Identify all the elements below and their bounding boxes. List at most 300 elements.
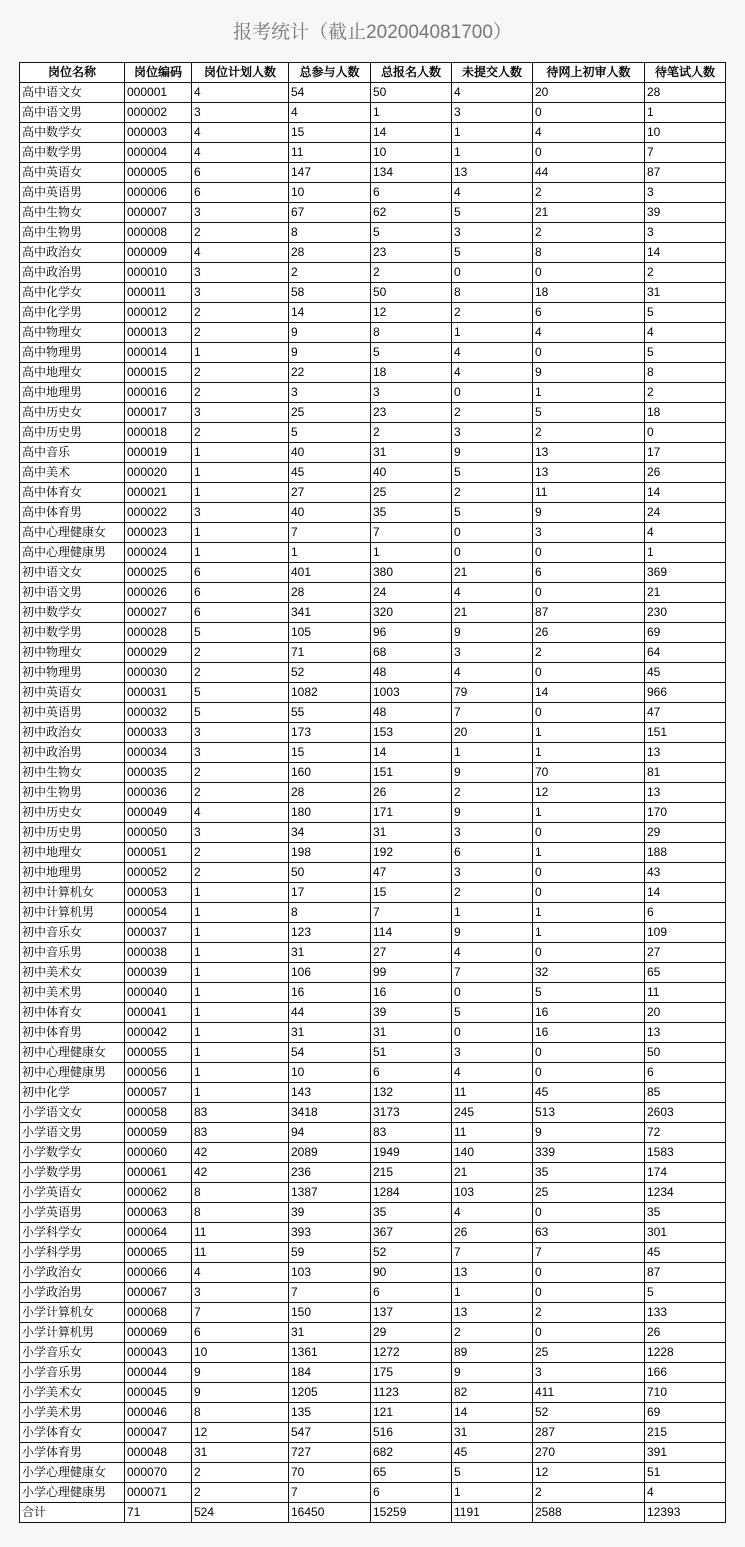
cell-not-submitted: 45 <box>452 1443 533 1463</box>
cell-pending-review: 0 <box>533 1203 645 1223</box>
cell-position-name: 小学心理健康女 <box>20 1463 125 1483</box>
cell-position-code: 000060 <box>125 1143 192 1163</box>
table-row <box>20 263 726 283</box>
cell-total-participants: 31 <box>289 1023 371 1043</box>
cell-planned-count: 2 <box>192 323 289 343</box>
cell-position-code: 000048 <box>125 1443 192 1463</box>
cell-planned-count: 8 <box>192 1183 289 1203</box>
cell-total-applicants: 380 <box>371 563 452 583</box>
cell-pending-exam: 14 <box>645 483 726 503</box>
table-row <box>20 1323 726 1343</box>
table-row <box>20 1283 726 1303</box>
cell-planned-count: 1 <box>192 1083 289 1103</box>
table-row <box>20 383 726 403</box>
cell-position-name: 小学语文男 <box>20 1123 125 1143</box>
cell-not-submitted: 4 <box>452 83 533 103</box>
cell-position-code: 000066 <box>125 1263 192 1283</box>
table-row <box>20 543 726 563</box>
cell-planned-count: 2 <box>192 863 289 883</box>
cell-not-submitted: 20 <box>452 723 533 743</box>
cell-total-participants: 103 <box>289 1263 371 1283</box>
cell-total-applicants: 40 <box>371 463 452 483</box>
cell-planned-count: 2 <box>192 383 289 403</box>
cell-total-applicants: 6 <box>371 1483 452 1503</box>
cell-total-applicants: 14 <box>371 743 452 763</box>
cell-total-participants: 105 <box>289 623 371 643</box>
cell-total-participants: 40 <box>289 503 371 523</box>
cell-planned-count: 1 <box>192 1063 289 1083</box>
table-row <box>20 1203 726 1223</box>
cell-planned-count: 3 <box>192 503 289 523</box>
cell-total-applicants: 96 <box>371 623 452 643</box>
cell-not-submitted: 9 <box>452 803 533 823</box>
cell-position-code: 000053 <box>125 883 192 903</box>
cell-not-submitted: 13 <box>452 163 533 183</box>
cell-total-applicants: 50 <box>371 283 452 303</box>
cell-position-code: 000047 <box>125 1423 192 1443</box>
cell-total-participants: 70 <box>289 1463 371 1483</box>
cell-planned-count: 2 <box>192 843 289 863</box>
cell-position-name: 初中化学 <box>20 1083 125 1103</box>
cell-planned-count: 2 <box>192 423 289 443</box>
table-body <box>20 83 726 1523</box>
cell-pending-review: 21 <box>533 203 645 223</box>
cell-total-participants: 9 <box>289 343 371 363</box>
cell-position-code: 000013 <box>125 323 192 343</box>
cell-total-applicants: 121 <box>371 1403 452 1423</box>
cell-pending-review: 35 <box>533 1163 645 1183</box>
cell-position-code: 000002 <box>125 103 192 123</box>
cell-pending-exam: 24 <box>645 503 726 523</box>
cell-pending-review: 12 <box>533 1463 645 1483</box>
cell-position-code: 000064 <box>125 1223 192 1243</box>
cell-pending-exam: 2 <box>645 383 726 403</box>
cell-pending-review: 25 <box>533 1343 645 1363</box>
cell-position-code: 000056 <box>125 1063 192 1083</box>
cell-planned-count: 1 <box>192 903 289 923</box>
cell-not-submitted: 14 <box>452 1403 533 1423</box>
cell-planned-count: 1 <box>192 443 289 463</box>
cell-pending-review: 3 <box>533 1363 645 1383</box>
cell-pending-review: 0 <box>533 703 645 723</box>
cell-position-name: 小学数学男 <box>20 1163 125 1183</box>
cell-position-name: 高中政治女 <box>20 243 125 263</box>
cell-total-participants: 198 <box>289 843 371 863</box>
cell-total-participants: 22 <box>289 363 371 383</box>
cell-total-applicants: 10 <box>371 143 452 163</box>
cell-total-applicants: 26 <box>371 783 452 803</box>
table-row <box>20 1403 726 1423</box>
cell-total-participants: 15 <box>289 123 371 143</box>
cell-pending-exam: 51 <box>645 1463 726 1483</box>
table-row <box>20 943 726 963</box>
cell-pending-review: 16 <box>533 1023 645 1043</box>
cell-total-applicants: 65 <box>371 1463 452 1483</box>
cell-position-name: 小学政治女 <box>20 1263 125 1283</box>
cell-planned-count: 2 <box>192 223 289 243</box>
cell-pending-exam: 1 <box>645 543 726 563</box>
table-row <box>20 123 726 143</box>
column-header-total-participants: 总参与人数 <box>289 63 371 83</box>
cell-pending-exam: 1 <box>645 103 726 123</box>
cell-total-participants: 7 <box>289 1283 371 1303</box>
cell-not-submitted: 79 <box>452 683 533 703</box>
cell-position-name: 初中语文男 <box>20 583 125 603</box>
cell-not-submitted: 3 <box>452 823 533 843</box>
cell-pending-exam: 50 <box>645 1043 726 1063</box>
cell-position-name: 高中体育男 <box>20 503 125 523</box>
cell-total-participants: 401 <box>289 563 371 583</box>
cell-pending-review: 5 <box>533 403 645 423</box>
cell-pending-review: 9 <box>533 363 645 383</box>
table-row <box>20 163 726 183</box>
table-row <box>20 763 726 783</box>
cell-pending-review: 0 <box>533 1063 645 1083</box>
table-row <box>20 903 726 923</box>
table-row <box>20 403 726 423</box>
cell-total-participants: 9 <box>289 323 371 343</box>
cell-not-submitted: 26 <box>452 1223 533 1243</box>
cell-planned-count: 4 <box>192 243 289 263</box>
cell-pending-exam: 5 <box>645 303 726 323</box>
cell-position-name: 小学科学男 <box>20 1243 125 1263</box>
cell-position-name: 小学音乐女 <box>20 1343 125 1363</box>
cell-not-submitted: 31 <box>452 1423 533 1443</box>
cell-planned-count: 5 <box>192 703 289 723</box>
cell-pending-review: 0 <box>533 1043 645 1063</box>
cell-position-code: 000051 <box>125 843 192 863</box>
cell-position-name: 小学政治男 <box>20 1283 125 1303</box>
cell-position-code: 000032 <box>125 703 192 723</box>
cell-pending-exam: 39 <box>645 203 726 223</box>
cell-not-submitted: 2 <box>452 1323 533 1343</box>
cell-position-code: 000040 <box>125 983 192 1003</box>
cell-total-applicants: 14 <box>371 123 452 143</box>
cell-total-participants: 7 <box>289 1483 371 1503</box>
cell-not-submitted: 21 <box>452 603 533 623</box>
cell-total-applicants: 1 <box>371 103 452 123</box>
cell-pending-exam: 133 <box>645 1303 726 1323</box>
cell-total-applicants: 8 <box>371 323 452 343</box>
cell-pending-review: 16 <box>533 1003 645 1023</box>
column-header-position-name: 岗位名称 <box>20 63 125 83</box>
cell-position-code: 000008 <box>125 223 192 243</box>
cell-not-submitted: 9 <box>452 1363 533 1383</box>
cell-position-code: 000042 <box>125 1023 192 1043</box>
total-cell-planned-count: 524 <box>192 1503 289 1523</box>
cell-position-name: 高中地理女 <box>20 363 125 383</box>
cell-pending-review: 0 <box>533 883 645 903</box>
cell-planned-count: 2 <box>192 363 289 383</box>
cell-position-code: 000028 <box>125 623 192 643</box>
cell-total-participants: 14 <box>289 303 371 323</box>
cell-planned-count: 5 <box>192 623 289 643</box>
cell-position-code: 000046 <box>125 1403 192 1423</box>
cell-planned-count: 9 <box>192 1383 289 1403</box>
cell-total-participants: 58 <box>289 283 371 303</box>
table-row <box>20 363 726 383</box>
cell-not-submitted: 5 <box>452 463 533 483</box>
cell-pending-exam: 26 <box>645 1323 726 1343</box>
cell-pending-review: 1 <box>533 843 645 863</box>
cell-not-submitted: 3 <box>452 423 533 443</box>
cell-position-code: 000020 <box>125 463 192 483</box>
cell-position-name: 高中地理男 <box>20 383 125 403</box>
column-header-planned-count: 岗位计划人数 <box>192 63 289 83</box>
cell-planned-count: 31 <box>192 1443 289 1463</box>
cell-not-submitted: 140 <box>452 1143 533 1163</box>
cell-pending-review: 2 <box>533 223 645 243</box>
cell-total-participants: 54 <box>289 1043 371 1063</box>
cell-total-participants: 2089 <box>289 1143 371 1163</box>
cell-total-applicants: 5 <box>371 223 452 243</box>
table-row <box>20 423 726 443</box>
cell-planned-count: 6 <box>192 1323 289 1343</box>
cell-total-participants: 28 <box>289 783 371 803</box>
cell-pending-review: 63 <box>533 1223 645 1243</box>
cell-position-name: 小学英语男 <box>20 1203 125 1223</box>
cell-pending-review: 0 <box>533 543 645 563</box>
cell-pending-review: 7 <box>533 1243 645 1263</box>
cell-position-code: 000052 <box>125 863 192 883</box>
table-row <box>20 143 726 163</box>
table-row <box>20 1483 726 1503</box>
table-row <box>20 1103 726 1123</box>
cell-pending-exam: 17 <box>645 443 726 463</box>
cell-total-applicants: 151 <box>371 763 452 783</box>
cell-total-applicants: 134 <box>371 163 452 183</box>
cell-position-code: 000041 <box>125 1003 192 1023</box>
cell-not-submitted: 11 <box>452 1123 533 1143</box>
cell-pending-review: 25 <box>533 1183 645 1203</box>
column-header-pending-exam: 待笔试人数 <box>645 63 726 83</box>
cell-pending-exam: 13 <box>645 783 726 803</box>
cell-position-code: 000050 <box>125 823 192 843</box>
cell-pending-review: 32 <box>533 963 645 983</box>
cell-planned-count: 8 <box>192 1203 289 1223</box>
cell-total-participants: 1361 <box>289 1343 371 1363</box>
cell-position-name: 初中计算机女 <box>20 883 125 903</box>
column-header-total-applicants: 总报名人数 <box>371 63 452 83</box>
total-cell-pending-exam: 12393 <box>645 1503 726 1523</box>
cell-total-applicants: 6 <box>371 1283 452 1303</box>
cell-total-applicants: 1 <box>371 543 452 563</box>
cell-position-name: 小学音乐男 <box>20 1363 125 1383</box>
cell-total-applicants: 27 <box>371 943 452 963</box>
cell-planned-count: 1 <box>192 943 289 963</box>
cell-total-applicants: 68 <box>371 643 452 663</box>
cell-planned-count: 9 <box>192 1363 289 1383</box>
cell-not-submitted: 0 <box>452 543 533 563</box>
column-header-not-submitted: 未提交人数 <box>452 63 533 83</box>
cell-planned-count: 83 <box>192 1103 289 1123</box>
cell-pending-exam: 14 <box>645 883 726 903</box>
cell-position-name: 初中英语男 <box>20 703 125 723</box>
cell-position-name: 初中数学女 <box>20 603 125 623</box>
cell-position-code: 000005 <box>125 163 192 183</box>
cell-pending-review: 0 <box>533 103 645 123</box>
cell-position-code: 000067 <box>125 1283 192 1303</box>
cell-pending-exam: 966 <box>645 683 726 703</box>
cell-position-code: 000006 <box>125 183 192 203</box>
cell-total-applicants: 367 <box>371 1223 452 1243</box>
cell-position-name: 初中心理健康男 <box>20 1063 125 1083</box>
cell-not-submitted: 7 <box>452 963 533 983</box>
total-row <box>20 1503 726 1523</box>
cell-pending-review: 0 <box>533 263 645 283</box>
cell-total-participants: 54 <box>289 83 371 103</box>
cell-planned-count: 4 <box>192 803 289 823</box>
cell-total-participants: 8 <box>289 223 371 243</box>
cell-total-applicants: 35 <box>371 503 452 523</box>
cell-pending-exam: 65 <box>645 963 726 983</box>
cell-planned-count: 3 <box>192 203 289 223</box>
cell-planned-count: 1 <box>192 923 289 943</box>
cell-position-name: 高中化学男 <box>20 303 125 323</box>
cell-total-participants: 5 <box>289 423 371 443</box>
cell-total-participants: 40 <box>289 443 371 463</box>
cell-total-participants: 71 <box>289 643 371 663</box>
cell-planned-count: 1 <box>192 343 289 363</box>
cell-total-applicants: 90 <box>371 1263 452 1283</box>
cell-total-participants: 1 <box>289 543 371 563</box>
table-row <box>20 723 726 743</box>
cell-pending-exam: 391 <box>645 1443 726 1463</box>
cell-total-participants: 39 <box>289 1203 371 1223</box>
cell-planned-count: 6 <box>192 603 289 623</box>
cell-pending-exam: 85 <box>645 1083 726 1103</box>
table-row <box>20 1143 726 1163</box>
table-row <box>20 523 726 543</box>
cell-not-submitted: 4 <box>452 583 533 603</box>
cell-position-name: 高中历史男 <box>20 423 125 443</box>
cell-position-code: 000043 <box>125 1343 192 1363</box>
cell-pending-exam: 18 <box>645 403 726 423</box>
cell-total-participants: 106 <box>289 963 371 983</box>
table-row <box>20 783 726 803</box>
cell-pending-review: 13 <box>533 443 645 463</box>
cell-position-name: 初中心理健康女 <box>20 1043 125 1063</box>
cell-pending-exam: 109 <box>645 923 726 943</box>
table-row <box>20 563 726 583</box>
cell-total-participants: 15 <box>289 743 371 763</box>
cell-pending-exam: 170 <box>645 803 726 823</box>
cell-total-applicants: 83 <box>371 1123 452 1143</box>
cell-position-name: 初中数学男 <box>20 623 125 643</box>
cell-total-applicants: 171 <box>371 803 452 823</box>
cell-pending-review: 4 <box>533 123 645 143</box>
cell-position-name: 高中数学女 <box>20 123 125 143</box>
cell-not-submitted: 8 <box>452 283 533 303</box>
cell-not-submitted: 5 <box>452 203 533 223</box>
cell-total-applicants: 132 <box>371 1083 452 1103</box>
table-row <box>20 843 726 863</box>
cell-total-applicants: 1003 <box>371 683 452 703</box>
cell-position-code: 000031 <box>125 683 192 703</box>
cell-pending-exam: 7 <box>645 143 726 163</box>
cell-pending-review: 0 <box>533 143 645 163</box>
cell-position-name: 高中体育女 <box>20 483 125 503</box>
cell-total-applicants: 2 <box>371 263 452 283</box>
table-row <box>20 623 726 643</box>
cell-total-participants: 135 <box>289 1403 371 1423</box>
cell-total-participants: 123 <box>289 923 371 943</box>
cell-position-name: 高中物理女 <box>20 323 125 343</box>
cell-planned-count: 6 <box>192 183 289 203</box>
cell-not-submitted: 2 <box>452 483 533 503</box>
cell-total-participants: 1205 <box>289 1383 371 1403</box>
cell-total-participants: 17 <box>289 883 371 903</box>
cell-total-applicants: 23 <box>371 403 452 423</box>
cell-total-applicants: 5 <box>371 343 452 363</box>
cell-planned-count: 1 <box>192 1043 289 1063</box>
cell-total-participants: 55 <box>289 703 371 723</box>
table-row <box>20 1163 726 1183</box>
cell-pending-exam: 45 <box>645 663 726 683</box>
cell-pending-review: 18 <box>533 283 645 303</box>
cell-not-submitted: 89 <box>452 1343 533 1363</box>
cell-not-submitted: 4 <box>452 943 533 963</box>
cell-total-applicants: 3173 <box>371 1103 452 1123</box>
cell-pending-review: 0 <box>533 863 645 883</box>
cell-pending-review: 0 <box>533 1283 645 1303</box>
cell-not-submitted: 2 <box>452 403 533 423</box>
cell-total-applicants: 320 <box>371 603 452 623</box>
table-row <box>20 883 726 903</box>
cell-total-participants: 160 <box>289 763 371 783</box>
cell-position-code: 000016 <box>125 383 192 403</box>
cell-position-code: 000063 <box>125 1203 192 1223</box>
table-row <box>20 1383 726 1403</box>
cell-total-applicants: 516 <box>371 1423 452 1443</box>
cell-planned-count: 2 <box>192 303 289 323</box>
cell-planned-count: 3 <box>192 263 289 283</box>
cell-planned-count: 42 <box>192 1143 289 1163</box>
cell-planned-count: 6 <box>192 563 289 583</box>
cell-not-submitted: 1 <box>452 1483 533 1503</box>
cell-not-submitted: 6 <box>452 843 533 863</box>
table-row <box>20 583 726 603</box>
cell-position-name: 初中政治女 <box>20 723 125 743</box>
cell-position-code: 000021 <box>125 483 192 503</box>
table-row <box>20 203 726 223</box>
column-header-position-code: 岗位编码 <box>125 63 192 83</box>
table-row <box>20 1063 726 1083</box>
cell-position-name: 初中体育男 <box>20 1023 125 1043</box>
cell-pending-review: 26 <box>533 623 645 643</box>
table-row <box>20 1423 726 1443</box>
table-row <box>20 223 726 243</box>
total-cell-total-participants: 16450 <box>289 1503 371 1523</box>
cell-not-submitted: 3 <box>452 1043 533 1063</box>
cell-total-applicants: 50 <box>371 83 452 103</box>
cell-not-submitted: 4 <box>452 343 533 363</box>
cell-position-code: 000044 <box>125 1363 192 1383</box>
cell-position-name: 小学美术男 <box>20 1403 125 1423</box>
table-row <box>20 1363 726 1383</box>
cell-total-applicants: 48 <box>371 663 452 683</box>
cell-planned-count: 12 <box>192 1423 289 1443</box>
cell-position-name: 初中美术男 <box>20 983 125 1003</box>
cell-not-submitted: 9 <box>452 923 533 943</box>
cell-planned-count: 3 <box>192 403 289 423</box>
cell-not-submitted: 0 <box>452 383 533 403</box>
cell-not-submitted: 7 <box>452 703 533 723</box>
cell-position-code: 000065 <box>125 1243 192 1263</box>
cell-pending-exam: 8 <box>645 363 726 383</box>
cell-pending-exam: 69 <box>645 623 726 643</box>
cell-pending-exam: 87 <box>645 1263 726 1283</box>
